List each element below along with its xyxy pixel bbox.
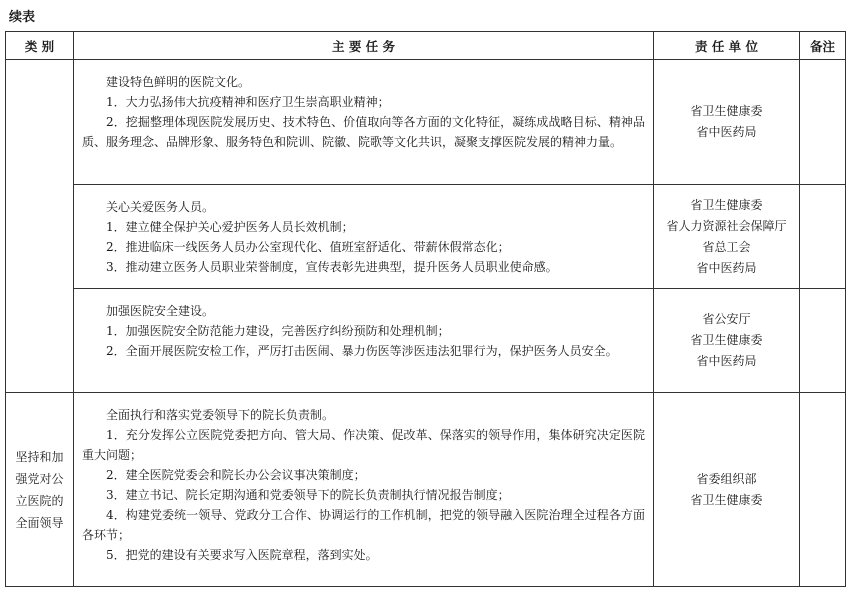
unit-name: 省公安厅 (702, 312, 751, 326)
note-cell (800, 289, 846, 393)
unit-name: 省中医药局 (696, 260, 757, 275)
unit-name: 省总工会 (702, 239, 751, 254)
task-cell (74, 60, 654, 185)
task-item: 4．构建党委统一领导、党政分工合作、协调运行的工作机制，把党的领导融入医院治理全过程各方面各环节； (82, 508, 645, 542)
header-category: 类 别 (6, 32, 74, 60)
task-title: 加强医院安全建设。 (106, 304, 215, 318)
task-item: 1．大力弘扬伟大抗疫精神和医疗卫生崇高职业精神； (106, 95, 390, 109)
table-row (6, 185, 846, 289)
task-item: 1．加强医院安全防范能力建设，完善医疗纠纷预防和处理机制； (106, 324, 450, 338)
unit-name: 省委组织部 (696, 471, 757, 486)
task-item: 2．全面开展医院安检工作，严厉打击医闹、暴力伤医等涉医违法犯罪行为，保护医务人员安全。 (106, 344, 618, 358)
header-unit: 责 任 单 位 (654, 32, 800, 60)
header-tasks: 主 要 任 务 (74, 32, 654, 60)
unit-name: 省卫生健康委 (690, 104, 763, 118)
table-row (6, 393, 846, 587)
category-cell: 坚持和加强党对公立医院的全面领导 (6, 393, 74, 587)
task-item: 3．推动建立医务人员职业荣誉制度，宣传表彰先进典型，提升医务人员职业使命感。 (106, 260, 558, 274)
unit-name: 省卫生健康委 (690, 333, 763, 347)
task-title: 建设特色鲜明的医院文化。 (106, 75, 251, 89)
table-row (6, 60, 846, 185)
header-note: 备注 (800, 32, 846, 60)
task-item: 2．推进临床一线医务人员办公室现代化、值班室舒适化、带薪休假常态化； (106, 240, 510, 254)
category-cell-empty (6, 60, 74, 393)
task-cell (74, 289, 654, 393)
task-item: 2．挖掘整理体现医院发展历史、技术特色、价值取向等各方面的文化特征，凝练成战略目标、精神品质、服务理念、品牌形象、服务特色和院训、院徽、院歌等文化共识，凝聚支撑医院发展的精神力量。 (82, 115, 645, 149)
task-item: 1．建立健全保护关心爱护医务人员长效机制； (106, 220, 354, 234)
unit-name: 省卫生健康委 (690, 492, 763, 507)
unit-cell (654, 185, 800, 289)
table-header-row (6, 32, 846, 60)
unit-name: 省卫生健康委 (690, 197, 763, 212)
task-title: 全面执行和落实党委领导下的院长负责制。 (106, 408, 335, 422)
unit-name: 省中医药局 (696, 125, 757, 139)
task-title: 关心关爱医务人员。 (106, 200, 215, 214)
task-cell (74, 185, 654, 289)
note-cell (800, 60, 846, 185)
unit-cell (654, 60, 800, 185)
table-row (6, 289, 846, 393)
note-cell (800, 185, 846, 289)
task-item: 5．把党的建设有关要求写入医院章程，落到实处。 (106, 548, 378, 562)
task-item: 1．充分发挥公立医院党委把方向、管大局、作决策、促改革、保落实的领导作用，集体研究决定医院重大问题； (82, 428, 645, 462)
unit-name: 省人力资源社会保障厅 (666, 218, 787, 233)
note-cell (800, 393, 846, 587)
unit-cell (654, 393, 800, 587)
task-table (5, 31, 846, 587)
unit-cell (654, 289, 800, 393)
unit-name: 省中医药局 (696, 354, 757, 368)
task-item: 2．建全医院党委会和院长办公会议事决策制度； (106, 468, 366, 482)
task-item: 3．建立书记、院长定期沟通和党委领导下的院长负责制执行情况报告制度； (106, 488, 510, 502)
table-caption: 续表 (9, 10, 36, 25)
task-cell (74, 393, 654, 587)
